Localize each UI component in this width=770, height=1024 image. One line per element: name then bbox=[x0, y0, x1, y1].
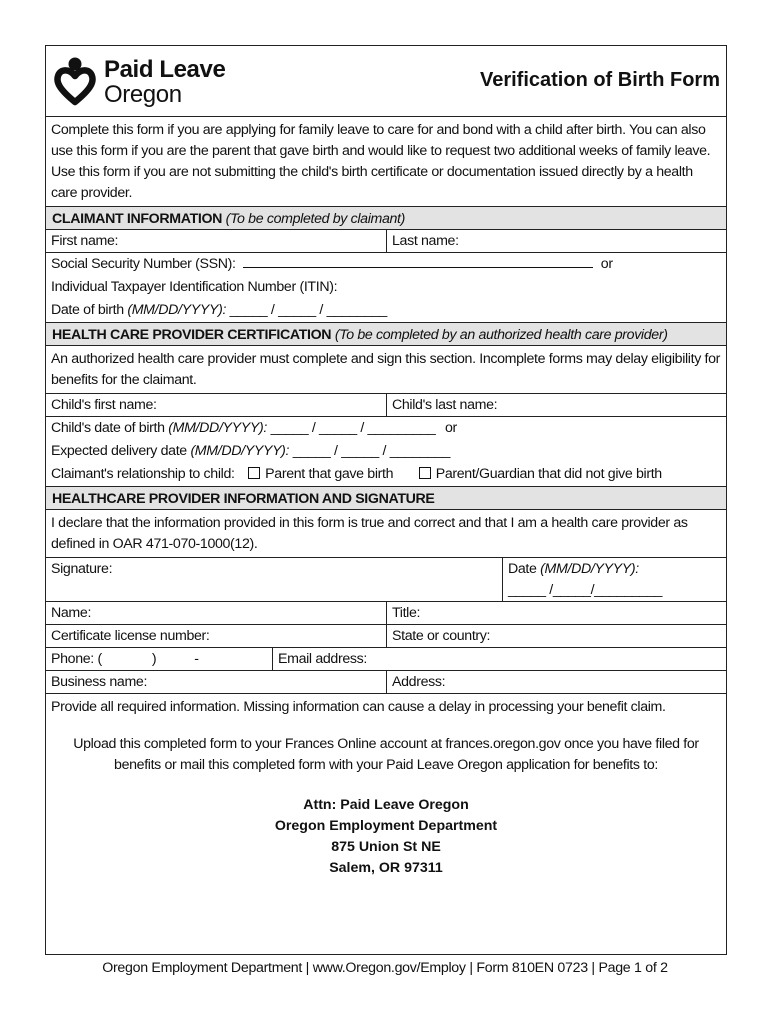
option-label: Parent/Guardian that did not give birth bbox=[435, 466, 662, 482]
itin-field[interactable] bbox=[46, 276, 726, 299]
declaration-text: I declare that the information provided in this form is true and correct and that I am a health care provider as defined in OAR 471-070-1000(12). bbox=[46, 510, 726, 558]
logo-text-paid-leave: Paid Leave bbox=[104, 56, 226, 83]
first-name-field[interactable] bbox=[46, 230, 386, 252]
date-format: (MM/DD/YYYY): bbox=[540, 561, 639, 577]
child-first-name-field[interactable] bbox=[46, 394, 386, 416]
child-last-name-field[interactable] bbox=[386, 394, 726, 416]
dob-blanks: _____ / _____ / ________ bbox=[229, 302, 387, 318]
form-header bbox=[46, 46, 726, 117]
name-label: Name: bbox=[51, 605, 92, 621]
claimant-name-row bbox=[46, 230, 726, 253]
business-name-field[interactable] bbox=[46, 671, 386, 693]
mailing-address bbox=[46, 795, 726, 879]
last-name-field[interactable] bbox=[386, 230, 726, 252]
ssn-field[interactable] bbox=[46, 253, 726, 276]
expected-delivery-format: (MM/DD/YYYY): bbox=[190, 443, 290, 459]
state-country-field[interactable] bbox=[386, 625, 726, 647]
last-name-label: Last name: bbox=[392, 233, 459, 249]
address-line-3: 875 Union St NE bbox=[331, 839, 441, 855]
expected-delivery-label: Expected delivery date bbox=[51, 443, 187, 459]
section-claimant-information bbox=[46, 206, 726, 230]
email-field[interactable] bbox=[272, 648, 726, 670]
date-label: Date bbox=[508, 561, 537, 577]
business-row bbox=[46, 671, 726, 694]
first-name-label: First name: bbox=[51, 233, 119, 249]
expected-delivery-blanks: _____ / _____ / ________ bbox=[292, 443, 451, 459]
address-line-4: Salem, OR 97311 bbox=[329, 860, 443, 876]
logo-text-oregon: Oregon bbox=[104, 81, 182, 108]
address-label: Address: bbox=[392, 674, 446, 690]
upload-instructions: Upload this completed form to your Frances Online account at frances.oregon.gov once you have filed for benefits or mail this completed form with your Paid Leave Oregon application for benefits to: bbox=[73, 736, 699, 773]
license-row bbox=[46, 625, 726, 648]
license-label: Certificate license number: bbox=[51, 628, 210, 644]
relationship-option-did-not-give-birth[interactable] bbox=[419, 466, 662, 482]
intro-paragraph: Complete this form if you are applying for family leave to care for and bond with a child after birth. You can also use this form if you are the parent that gave birth and would like to request two additional weeks of family leave. Use this form if you are not submitting the child's birth certificate or documentation issued directly by a health care provider. bbox=[51, 122, 711, 201]
paid-leave-oregon-logo bbox=[54, 54, 254, 110]
child-dob-row bbox=[46, 417, 726, 440]
child-dob-or-text: or bbox=[444, 420, 457, 436]
signature-label: Signature: bbox=[51, 561, 113, 577]
section-title: CLAIMANT INFORMATION bbox=[52, 211, 223, 227]
provider-intro: An authorized health care provider must complete and sign this section. Incomplete forms may delay eligibility for benefits for the claimant. bbox=[46, 346, 726, 394]
itin-row bbox=[46, 276, 726, 299]
date-blanks: _____ /_____/_________ bbox=[508, 582, 663, 598]
ssn-input-line[interactable] bbox=[243, 254, 593, 268]
heart-person-icon bbox=[54, 56, 96, 106]
dob-label: Date of birth bbox=[51, 302, 124, 318]
signature-field[interactable] bbox=[46, 558, 502, 602]
provider-name-row bbox=[46, 602, 726, 625]
option-label: Parent that gave birth bbox=[265, 466, 394, 482]
title-label: Title: bbox=[392, 605, 421, 621]
form-title: Verification of Birth Form bbox=[479, 69, 720, 91]
missing-info-notice: Provide all required information. Missing information can cause a delay in processing your benefit claim. bbox=[51, 699, 666, 715]
section-note: (To be completed by an authorized health care provider) bbox=[334, 327, 668, 343]
address-line-1: Attn: Paid Leave Oregon bbox=[303, 797, 469, 813]
provider-name-field[interactable] bbox=[46, 602, 386, 624]
signature-row bbox=[46, 558, 726, 602]
business-label: Business name: bbox=[51, 674, 148, 690]
dob-row bbox=[46, 299, 726, 322]
email-label: Email address: bbox=[278, 651, 367, 667]
checkbox[interactable] bbox=[419, 467, 431, 479]
child-dob-label: Child's date of birth bbox=[51, 420, 165, 436]
checkbox[interactable] bbox=[248, 467, 260, 479]
relationship-row bbox=[46, 463, 726, 486]
child-dob-blanks: _____ / _____ / _________ bbox=[270, 420, 436, 436]
child-dob-field[interactable] bbox=[46, 417, 726, 440]
child-last-name-label: Child's last name: bbox=[392, 397, 498, 413]
phone-close-paren: ) bbox=[151, 651, 157, 667]
address-field[interactable] bbox=[386, 671, 726, 693]
verification-of-birth-form bbox=[45, 45, 727, 955]
section-title: HEALTHCARE PROVIDER INFORMATION AND SIGNATURE bbox=[52, 491, 435, 507]
address-line-2: Oregon Employment Department bbox=[274, 818, 498, 834]
phone-dash: - bbox=[194, 651, 199, 667]
ssn-label: Social Security Number (SSN): bbox=[51, 256, 236, 272]
expected-delivery-row bbox=[46, 440, 726, 463]
phone-field[interactable] bbox=[46, 648, 272, 670]
signature-date-field[interactable] bbox=[502, 558, 726, 602]
child-dob-format: (MM/DD/YYYY): bbox=[168, 420, 267, 436]
child-name-row bbox=[46, 394, 726, 417]
relationship-label: Claimant's relationship to child: bbox=[51, 466, 235, 482]
relationship-option-gave-birth[interactable] bbox=[248, 466, 393, 482]
section-healthcare-provider-information bbox=[46, 486, 726, 510]
section-note: (To be completed by claimant) bbox=[225, 211, 406, 227]
expected-delivery-field[interactable] bbox=[46, 440, 726, 463]
relationship-field bbox=[46, 463, 726, 486]
provider-title-field[interactable] bbox=[386, 602, 726, 624]
phone-label: Phone: ( bbox=[51, 651, 102, 667]
dob-format: (MM/DD/YYYY): bbox=[127, 302, 227, 318]
itin-label: Individual Taxpayer Identification Number (ITIN): bbox=[51, 279, 338, 295]
license-number-field[interactable] bbox=[46, 625, 386, 647]
ssn-or-text: or bbox=[600, 256, 613, 272]
contact-row bbox=[46, 648, 726, 671]
state-label: State or country: bbox=[392, 628, 491, 644]
child-first-name-label: Child's first name: bbox=[51, 397, 157, 413]
page-footer: Oregon Employment Department | www.Oregon.gov/Employ | Form 810EN 0723 | Page 1 of 2 bbox=[102, 960, 668, 976]
section-title: HEALTH CARE PROVIDER CERTIFICATION bbox=[52, 327, 332, 343]
dob-field[interactable] bbox=[46, 299, 726, 322]
ssn-row bbox=[46, 253, 726, 276]
section-health-care-provider-certification bbox=[46, 322, 726, 346]
